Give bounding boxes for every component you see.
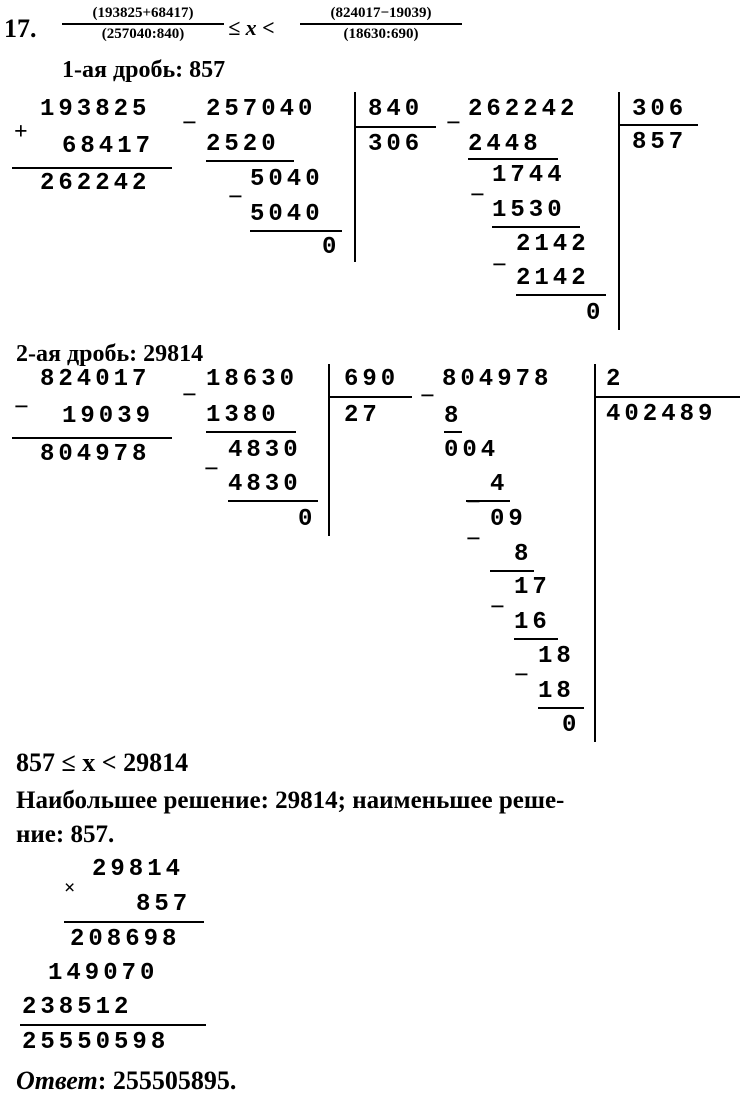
step-8b: 8	[514, 541, 533, 568]
step-line	[250, 230, 342, 232]
product-line	[20, 1024, 206, 1026]
step-line	[444, 431, 462, 433]
right-fraction-bar	[300, 23, 462, 25]
remainder-0: 0	[586, 300, 605, 327]
step-8: 8	[444, 403, 463, 430]
divisor-underline	[618, 124, 698, 126]
step-2142: 2142	[516, 231, 590, 258]
left-fraction	[62, 6, 224, 42]
dividend-262242: 262242	[468, 96, 579, 123]
step-004: 004	[444, 437, 500, 464]
step-line	[466, 500, 510, 502]
step-1744: 1744	[492, 162, 566, 189]
step-line	[206, 431, 296, 433]
left-fraction-bar	[62, 23, 224, 25]
minus-sign: −	[446, 108, 461, 137]
right-numerator: (824017−19039)	[330, 5, 432, 21]
partial-product-3: 238512	[22, 994, 133, 1021]
result-inequality: 857 ≤ x < 29814	[16, 748, 189, 777]
step-16: 16	[514, 609, 551, 636]
minus-sign: −	[204, 454, 219, 483]
step-line	[228, 500, 318, 502]
step-5040: 5040	[250, 166, 324, 193]
step-18: 18	[538, 643, 575, 670]
step-4830: 4830	[228, 437, 302, 464]
divisor-840: 840	[368, 96, 424, 123]
step-line	[514, 638, 558, 640]
dividend-804978: 804978	[442, 366, 553, 393]
division-bar-vertical	[328, 364, 330, 536]
partial-product-2: 149070	[48, 960, 159, 987]
step-4: 4	[490, 471, 509, 498]
minus-sign: −	[420, 381, 435, 410]
step-line	[492, 226, 580, 228]
result-text-line1: Наибольшее решение: 29814; наименьшее реше-	[16, 787, 565, 814]
remainder-0: 0	[322, 234, 341, 261]
step-1380: 1380	[206, 402, 280, 429]
step-5040-sub: 5040	[250, 201, 324, 228]
dividend-257040: 257040	[206, 96, 317, 123]
minus-sign: −	[514, 660, 529, 689]
divisor-underline	[354, 126, 436, 128]
remainder-0: 0	[562, 712, 581, 739]
division-bar-vertical	[594, 364, 596, 742]
quotient-27: 27	[344, 402, 381, 429]
factor-857: 857	[136, 891, 192, 918]
division-bar-vertical	[354, 92, 356, 262]
product-total: 25550598	[22, 1029, 170, 1056]
divisor-underline	[594, 396, 740, 398]
quotient-402489: 402489	[606, 401, 717, 428]
result-text-line2: ние: 857.	[16, 821, 115, 848]
divisor-690: 690	[344, 366, 400, 393]
quotient-306: 306	[368, 131, 424, 158]
right-fraction	[300, 6, 462, 42]
addition-sign: +	[14, 119, 28, 145]
minuend-824017: 824017	[40, 366, 151, 393]
divisor-underline	[328, 396, 412, 398]
answer-line	[16, 1068, 236, 1094]
remainder-0: 0	[298, 506, 317, 533]
step-1530: 1530	[492, 197, 566, 224]
step-line	[490, 570, 534, 572]
step-18b: 18	[538, 678, 575, 705]
fraction1-label: 1-ая дробь: 857	[62, 57, 226, 83]
quotient-857: 857	[632, 129, 688, 156]
fraction2-label: 2-ая дробь: 29814	[16, 341, 204, 367]
partial-product-1: 208698	[70, 926, 181, 953]
multiplication-line	[64, 921, 204, 923]
minus-sign: −	[228, 182, 243, 211]
right-denominator: (18630:690)	[343, 25, 419, 42]
minus-sign	[466, 489, 481, 515]
step-line	[468, 158, 558, 160]
minus-sign: −	[470, 180, 485, 209]
dividend-18630: 18630	[206, 366, 299, 393]
step-09: 09	[490, 506, 527, 533]
factor-29814: 29814	[92, 856, 185, 883]
division-bar-vertical	[618, 92, 620, 330]
step-line	[516, 294, 606, 296]
addend-1: 193825	[40, 96, 151, 123]
step-4830-sub: 4830	[228, 471, 302, 498]
minus-sign: −	[182, 380, 197, 409]
difference-804978: 804978	[40, 441, 151, 468]
answer-label: Ответ	[16, 1066, 98, 1095]
minus-sign: −	[14, 392, 29, 421]
step-2448: 2448	[468, 131, 542, 158]
minus-sign: −	[490, 592, 505, 621]
multiplication-sign: ×	[64, 877, 76, 899]
minus-sign: −	[492, 250, 507, 279]
addition-line	[12, 167, 172, 169]
step-2520: 2520	[206, 131, 280, 158]
left-numerator: (193825+68417)	[92, 5, 194, 21]
step-17: 17	[514, 574, 551, 601]
inequality-sign: ≤ x <	[228, 15, 275, 40]
sum-262242: 262242	[40, 170, 151, 197]
subtrahend-19039: 19039	[62, 403, 155, 430]
minus-sign: −	[466, 524, 481, 553]
problem-number: 17.	[4, 14, 37, 43]
subtraction-line	[12, 437, 172, 439]
minus-sign: −	[182, 108, 197, 137]
step-2142-sub: 2142	[516, 265, 590, 292]
divisor-2: 2	[606, 366, 625, 393]
addend-2: 68417	[62, 133, 155, 160]
answer-value: : 255505895.	[97, 1066, 237, 1095]
divisor-306: 306	[632, 96, 688, 123]
step-line	[538, 707, 584, 709]
step-line	[206, 160, 294, 162]
left-denominator: (257040:840)	[101, 25, 185, 42]
